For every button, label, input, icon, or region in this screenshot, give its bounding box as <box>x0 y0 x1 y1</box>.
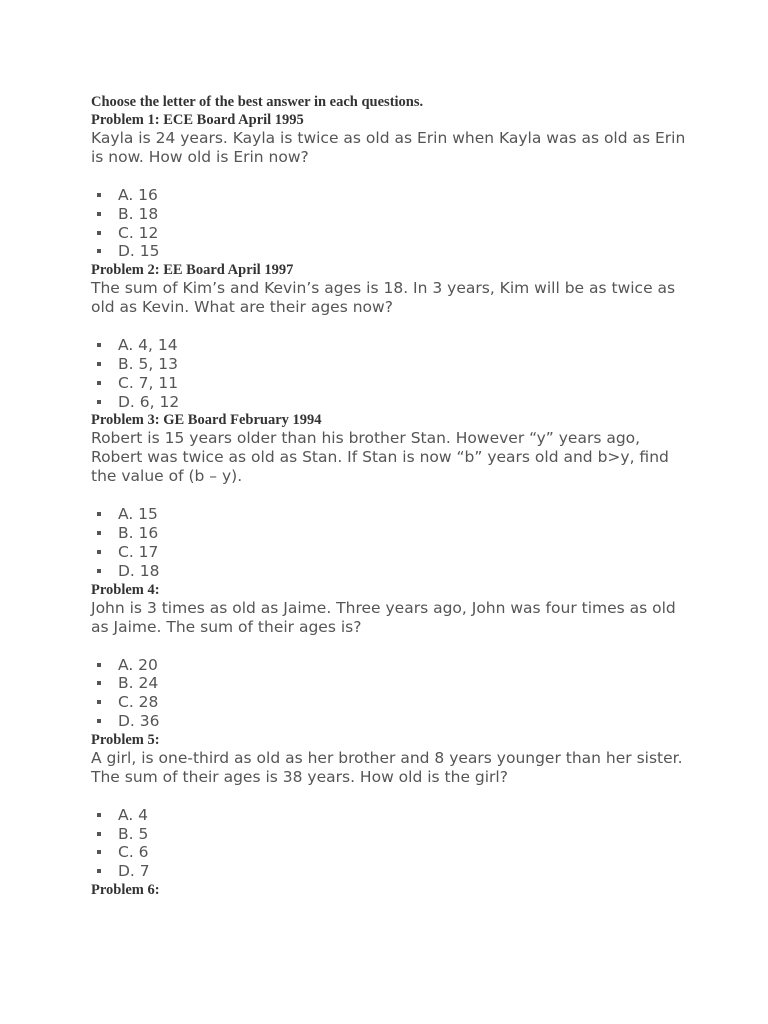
bullet-icon <box>97 663 101 667</box>
choice-label: C. 28 <box>118 693 159 712</box>
choice-item <box>91 843 691 862</box>
choice-label: A. 4, 14 <box>118 336 178 355</box>
instructions-text: Choose the letter of the best answer in each questions. <box>91 94 424 110</box>
choice-item <box>91 562 691 581</box>
choice-label: B. 5, 13 <box>118 354 178 373</box>
problem-question: Kayla is 24 years. Kayla is twice as old as Erin when Kayla was as old as Erin is now. How old is Erin now? <box>91 129 686 166</box>
problem-question: John is 3 times as old as Jaime. Three years ago, John was four times as old as Jaime. The sum of their ages is? <box>91 598 676 636</box>
bullet-icon <box>97 869 101 873</box>
spacer <box>91 167 691 186</box>
choice-item <box>91 656 691 675</box>
problem-question: A girl, is one-third as old as her brother and 8 years younger than her sister. The sum of their ages is 38 years. How old is the girl? <box>91 748 683 786</box>
bullet-icon <box>97 700 101 704</box>
problem-3 <box>91 411 691 580</box>
choice-item <box>91 674 691 693</box>
problem-heading: Problem 2: EE Board April 1997 <box>91 262 294 279</box>
bullet-icon <box>97 362 101 366</box>
spacer <box>91 787 691 806</box>
choice-label: A. 16 <box>118 186 158 204</box>
bullet-icon <box>97 681 101 685</box>
choice-label: D. 15 <box>118 242 160 261</box>
problem-1 <box>91 111 691 261</box>
choice-label: B. 5 <box>118 824 149 843</box>
choice-list <box>91 656 691 731</box>
choice-item <box>91 374 691 393</box>
problem-question: Robert is 15 years older than his brother Stan. However “y” years ago, Robert was twice as old as Stan. If Stan is now “b” years old and b>y, find the value of (b – y). <box>91 429 669 486</box>
choice-item <box>91 355 691 374</box>
bullet-icon <box>97 531 101 535</box>
bullet-icon <box>97 212 101 216</box>
choice-item <box>91 712 691 731</box>
bullet-icon <box>97 550 101 554</box>
choice-item <box>91 693 691 712</box>
choice-item <box>91 543 691 562</box>
choice-label: D. 7 <box>118 862 150 881</box>
choice-item <box>91 825 691 844</box>
choice-list <box>91 505 691 580</box>
choice-list <box>91 336 691 411</box>
choice-item <box>91 186 691 205</box>
bullet-icon <box>97 231 101 235</box>
choice-label: C. 12 <box>118 223 159 242</box>
bullet-icon <box>97 569 101 573</box>
choice-label: D. 36 <box>118 711 160 730</box>
problem-6 <box>91 881 691 899</box>
choice-item <box>91 806 691 825</box>
bullet-icon <box>97 850 101 854</box>
choice-label: A. 20 <box>118 655 158 674</box>
bullet-icon <box>97 719 101 723</box>
choice-label: D. 6, 12 <box>118 392 180 411</box>
choice-label: B. 24 <box>118 674 159 693</box>
problem-2 <box>91 261 691 411</box>
problem-heading: Problem 5: <box>91 731 160 748</box>
bullet-icon <box>97 381 101 385</box>
choice-label: A. 4 <box>118 805 149 824</box>
bullet-icon <box>97 512 101 516</box>
document-page <box>91 93 691 899</box>
choice-item <box>91 224 691 243</box>
choice-item <box>91 862 691 881</box>
choice-item <box>91 505 691 524</box>
problem-question: The sum of Kim’s and Kevin’s ages is 18. In 3 years, Kim will be as twice as old as Kevin. What are their ages now? <box>91 279 676 317</box>
spacer <box>91 637 691 656</box>
problem-heading: Problem 6: <box>91 881 160 898</box>
choice-list <box>91 186 691 261</box>
problem-heading: Problem 4: <box>91 581 160 598</box>
choice-label: C. 6 <box>118 843 149 862</box>
choice-item <box>91 524 691 543</box>
choice-list <box>91 806 691 881</box>
bullet-icon <box>97 343 101 347</box>
problem-heading: Problem 1: ECE Board April 1995 <box>91 112 304 128</box>
problem-heading: Problem 3: GE Board February 1994 <box>91 412 322 429</box>
spacer <box>91 486 691 505</box>
problem-5 <box>91 731 691 881</box>
choice-label: C. 17 <box>118 542 159 561</box>
spacer <box>91 317 691 336</box>
choice-label: D. 18 <box>118 561 160 580</box>
problem-4 <box>91 581 691 731</box>
choice-label: C. 7, 11 <box>118 373 179 392</box>
choice-item <box>91 205 691 224</box>
choice-item <box>91 336 691 355</box>
choice-item <box>91 242 691 261</box>
bullet-icon <box>97 249 101 253</box>
choice-label: A. 15 <box>118 505 158 524</box>
bullet-icon <box>97 813 101 817</box>
choice-item <box>91 393 691 412</box>
bullet-icon <box>97 832 101 836</box>
choice-label: B. 16 <box>118 524 159 543</box>
choice-label: B. 18 <box>118 204 159 223</box>
bullet-icon <box>97 193 101 197</box>
bullet-icon <box>97 400 101 404</box>
